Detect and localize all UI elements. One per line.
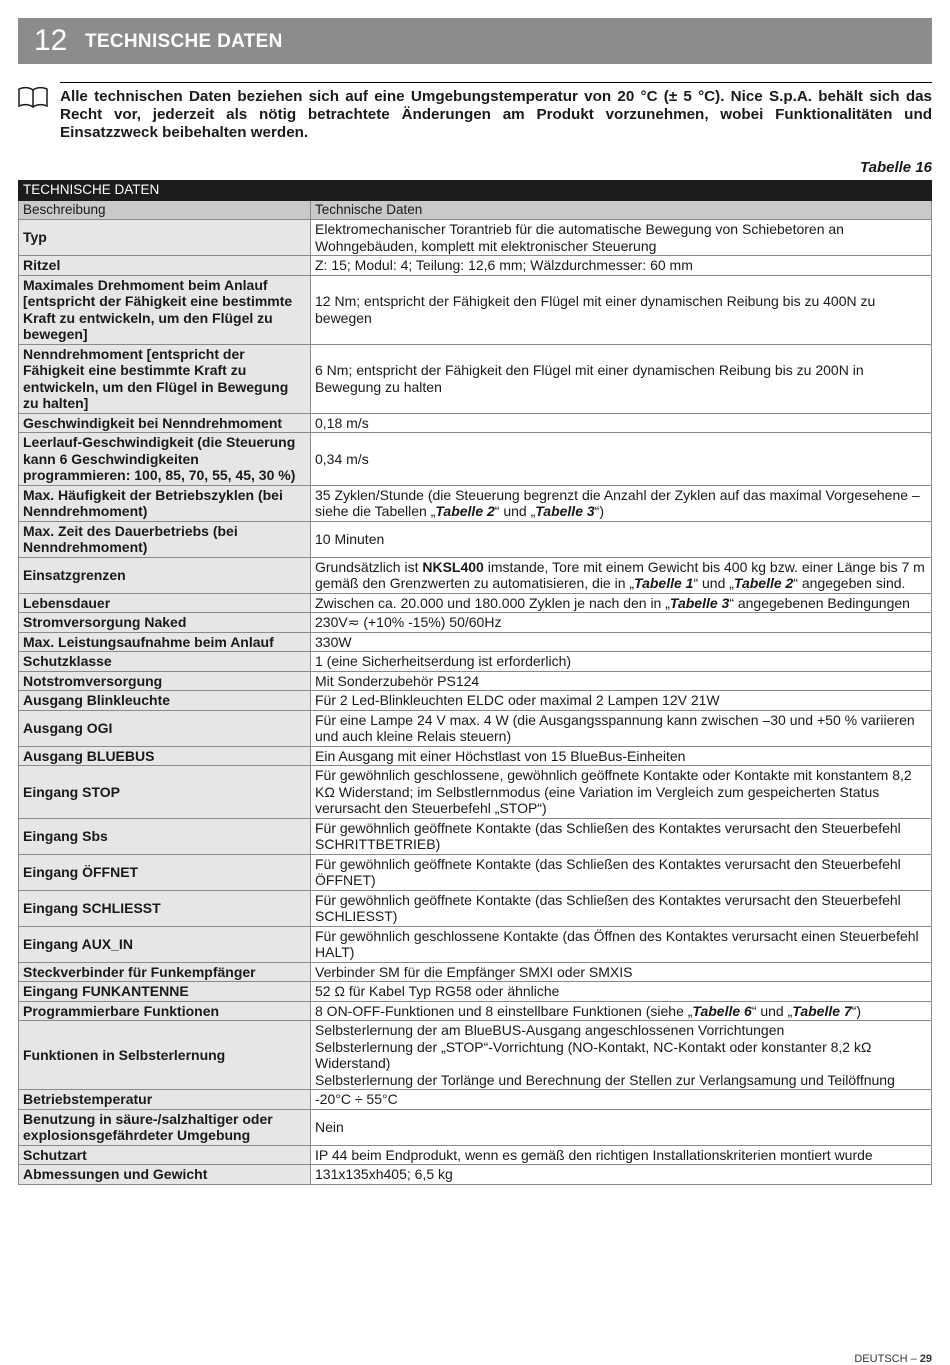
table-row	[19, 652, 932, 672]
value-line: Selbsterlernung der „STOP“-Vorrichtung (NO-Kontakt, NC-Kontakt oder konstanter 8,2 kΩ Widerstand)	[315, 1038, 872, 1071]
value-text: “ angegeben sind.	[793, 575, 906, 591]
product-name: NKSL400	[422, 558, 484, 575]
value-text: “ und „	[494, 503, 536, 519]
row-value: 0,18 m/s	[311, 413, 932, 433]
row-value: Verbinder SM für die Empfänger SMXI oder SMXIS	[311, 962, 932, 982]
row-value: 131x135xh405; 6,5 kg	[311, 1165, 932, 1185]
row-label: Ausgang Blinkleuchte	[19, 691, 311, 711]
value-text: imstande, Tore mit einem Gewicht bis 400 kg bzw. einer Länge bis 7 m gemäß den Grenzwerten zu automatisieren, die in „	[315, 558, 925, 591]
row-value: 10 Minuten	[311, 521, 932, 557]
table-row	[19, 691, 932, 711]
row-label: Eingang Sbs	[19, 818, 311, 854]
row-label: Betriebstemperatur	[19, 1090, 311, 1110]
table-row	[19, 220, 932, 256]
footer-language: DEUTSCH –	[854, 1353, 920, 1365]
table-row	[19, 275, 932, 344]
table-row	[19, 1145, 932, 1165]
table-reference: Tabelle 2	[435, 503, 495, 519]
row-label: Notstromversorgung	[19, 671, 311, 691]
table-caption: Tabelle 16	[860, 159, 932, 176]
row-value: Für eine Lampe 24 V max. 4 W (die Ausgangsspannung kann zwischen –30 und +50 % variieren und auch kleine Relais steuern)	[311, 710, 932, 746]
table-reference: Tabelle 1	[634, 575, 694, 591]
row-label: Maximales Drehmoment beim Anlauf [entspricht der Fähigkeit eine bestimmte Kraft zu entwickeln, um den Flügel zu bewegen]	[19, 275, 311, 344]
row-value: Für gewöhnlich geschlossene, gewöhnlich geöffnete Kontakte oder Kontakte mit konstantem 8,2 KΩ Widerstand; im Selbstlernmodus (eine Variation im Vergleich zum gespeicherten Status verursacht den Steuerbefehl „STOP“)	[311, 766, 932, 819]
row-label: Funktionen in Selbsterlernung	[19, 1021, 311, 1090]
row-label: Eingang ÖFFNET	[19, 854, 311, 890]
table-row	[19, 413, 932, 433]
section-number: 12	[34, 24, 68, 57]
table-title: TECHNISCHE DATEN	[19, 181, 932, 201]
row-label: Eingang SCHLIESST	[19, 890, 311, 926]
row-label: Steckverbinder für Funkempfänger	[19, 962, 311, 982]
table-header-row	[19, 200, 932, 220]
row-label: Programmierbare Funktionen	[19, 1001, 311, 1021]
row-value	[311, 593, 932, 613]
section-header	[18, 18, 932, 64]
table-reference: Tabelle 2	[733, 575, 794, 591]
table-reference: Tabelle 3	[535, 503, 595, 519]
table-row	[19, 1021, 932, 1090]
value-line: Selbsterlernung der Torlänge und Berechnung der Stellen zur Verlangsamung und Teilöffnung	[315, 1071, 895, 1088]
table-reference: Tabelle 3	[669, 594, 730, 611]
table-row	[19, 1001, 932, 1021]
row-value: Für gewöhnlich geöffnete Kontakte (das Schließen des Kontaktes verursacht den Steuerbefehl ÖFFNET)	[311, 854, 932, 890]
column-header-description: Beschreibung	[19, 200, 311, 220]
row-label: Ausgang BLUEBUS	[19, 746, 311, 766]
row-label: Ritzel	[19, 256, 311, 276]
table-row	[19, 818, 932, 854]
column-header-technical-data: Technische Daten	[311, 200, 932, 220]
row-value: Mit Sonderzubehör PS124	[311, 671, 932, 691]
table-row	[19, 613, 932, 633]
value-text: “)	[851, 1002, 862, 1019]
row-value: Ein Ausgang mit einer Höchstlast von 15 BlueBus-Einheiten	[311, 746, 932, 766]
row-value: 230V≂ (+10% -15%) 50/60Hz	[311, 613, 932, 633]
row-label: Stromversorgung Naked	[19, 613, 311, 633]
table-row	[19, 485, 932, 521]
value-text: “ und „	[693, 575, 734, 591]
table-reference: Tabelle 6	[692, 1002, 752, 1019]
value-text: “ und „	[751, 1002, 793, 1019]
table-row	[19, 746, 932, 766]
note-divider	[60, 82, 932, 83]
row-label: Nenndrehmoment [entspricht der Fähigkeit eine bestimmte Kraft zu entwickeln, um den Flügel in Bewegung zu halten]	[19, 344, 311, 413]
row-value: Für gewöhnlich geöffnete Kontakte (das Schließen des Kontaktes verursacht den Steuerbefehl SCHLIESST)	[311, 890, 932, 926]
table-row	[19, 766, 932, 819]
row-value	[311, 557, 932, 593]
row-value	[311, 485, 932, 521]
section-title: TECHNISCHE DATEN	[85, 31, 283, 52]
row-value: -20°C ÷ 55°C	[311, 1090, 932, 1110]
row-value: Für 2 Led-Blinkleuchten ELDC oder maximal 2 Lampen 12V 21W	[311, 691, 932, 711]
table-row	[19, 256, 932, 276]
page-footer	[854, 1353, 932, 1365]
row-value: Nein	[311, 1109, 932, 1145]
row-value: IP 44 beim Endprodukt, wenn es gemäß den richtigen Installationskriterien montiert wurde	[311, 1145, 932, 1165]
value-text: 8 ON-OFF-Funktionen und 8 einstellbare Funktionen (siehe „	[315, 1002, 693, 1019]
table-row	[19, 344, 932, 413]
technical-data-table	[18, 180, 932, 1185]
row-label: Eingang FUNKANTENNE	[19, 982, 311, 1002]
row-value: 12 Nm; entspricht der Fähigkeit den Flügel mit einer dynamischen Reibung bis zu 400N zu bewegen	[311, 275, 932, 344]
value-text: 35 Zyklen/Stunde (die Steuerung begrenzt die Anzahl der Zyklen auf das maximal Vorgesehene – siehe die Tabellen „	[315, 486, 920, 519]
table-row	[19, 671, 932, 691]
note-text: Alle technischen Daten beziehen sich auf eine Umgebungstemperatur von 20 °C (± 5 °C). Nice S.p.A. behält sich das Recht vor, jederzeit als nötig betrachtete Änderungen am Produkt vorzunehmen, wobei Funktionalitäten und Einsatzzweck beibehalten werden.	[60, 88, 932, 141]
row-label: Max. Zeit des Dauerbetriebs (bei Nenndrehmoment)	[19, 521, 311, 557]
table-row	[19, 710, 932, 746]
table-row	[19, 557, 932, 593]
table-row	[19, 433, 932, 486]
table-row	[19, 982, 932, 1002]
row-value	[311, 1001, 932, 1021]
table-row	[19, 926, 932, 962]
row-label: Ausgang OGI	[19, 710, 311, 746]
row-value	[311, 1021, 932, 1090]
row-value: 0,34 m/s	[311, 433, 932, 486]
row-value: 1 (eine Sicherheitserdung ist erforderlich)	[311, 652, 932, 672]
table-row	[19, 632, 932, 652]
row-label: Schutzklasse	[19, 652, 311, 672]
table-row	[19, 593, 932, 613]
table-row	[19, 521, 932, 557]
table-row	[19, 962, 932, 982]
table-title-row	[19, 181, 932, 201]
row-label: Max. Häufigkeit der Betriebszyklen (bei Nenndrehmoment)	[19, 485, 311, 521]
row-label: Benutzung in säure-/salzhaltiger oder explosionsgefährdeter Umgebung	[19, 1109, 311, 1145]
row-label: Eingang STOP	[19, 766, 311, 819]
row-label: Schutzart	[19, 1145, 311, 1165]
value-text: Zwischen ca. 20.000 und 180.000 Zyklen je nach den in „	[315, 594, 670, 611]
table-row	[19, 1109, 932, 1145]
page-number: 29	[919, 1353, 932, 1365]
value-line: Selbsterlernung der am BlueBUS-Ausgang angeschlossenen Vorrichtungen	[315, 1022, 785, 1038]
row-value: Für gewöhnlich geöffnete Kontakte (das Schließen des Kontaktes verursacht den Steuerbefehl SCHRITTBETRIEB)	[311, 818, 932, 854]
book-icon	[17, 85, 49, 109]
row-label: Abmessungen und Gewicht	[19, 1165, 311, 1185]
table-row	[19, 854, 932, 890]
row-value: Z: 15; Modul: 4; Teilung: 12,6 mm; Wälzdurchmesser: 60 mm	[311, 256, 932, 276]
row-label: Leerlauf-Geschwindigkeit (die Steuerung kann 6 Geschwindigkeiten programmieren: 100, 85, 70, 55, 45, 30 %)	[19, 433, 311, 486]
value-text: “)	[594, 503, 604, 519]
table-reference: Tabelle 7	[792, 1002, 852, 1019]
row-label: Max. Leistungsaufnahme beim Anlauf	[19, 632, 311, 652]
row-value: 52 Ω für Kabel Typ RG58 oder ähnliche	[311, 982, 932, 1002]
row-value: 330W	[311, 632, 932, 652]
row-value: 6 Nm; entspricht der Fähigkeit den Flügel mit einer dynamischen Reibung bis zu 200N in Bewegung zu halten	[311, 344, 932, 413]
row-value: Für gewöhnlich geschlossene Kontakte (das Öffnen des Kontaktes verursacht einen Steuerbefehl HALT)	[311, 926, 932, 962]
table-row	[19, 890, 932, 926]
row-value: Elektromechanischer Torantrieb für die automatische Bewegung von Schiebetoren an Wohngebäuden, komplett mit elektronischer Steuerung	[311, 220, 932, 256]
value-text: Grundsätzlich ist	[315, 558, 423, 575]
row-label: Typ	[19, 220, 311, 256]
table-row	[19, 1090, 932, 1110]
row-label: Eingang AUX_IN	[19, 926, 311, 962]
row-label: Geschwindigkeit bei Nenndrehmoment	[19, 413, 311, 433]
row-label: Einsatzgrenzen	[19, 557, 311, 593]
table-row	[19, 1165, 932, 1185]
value-text: “ angegebenen Bedingungen	[729, 594, 910, 611]
row-label: Lebensdauer	[19, 593, 311, 613]
